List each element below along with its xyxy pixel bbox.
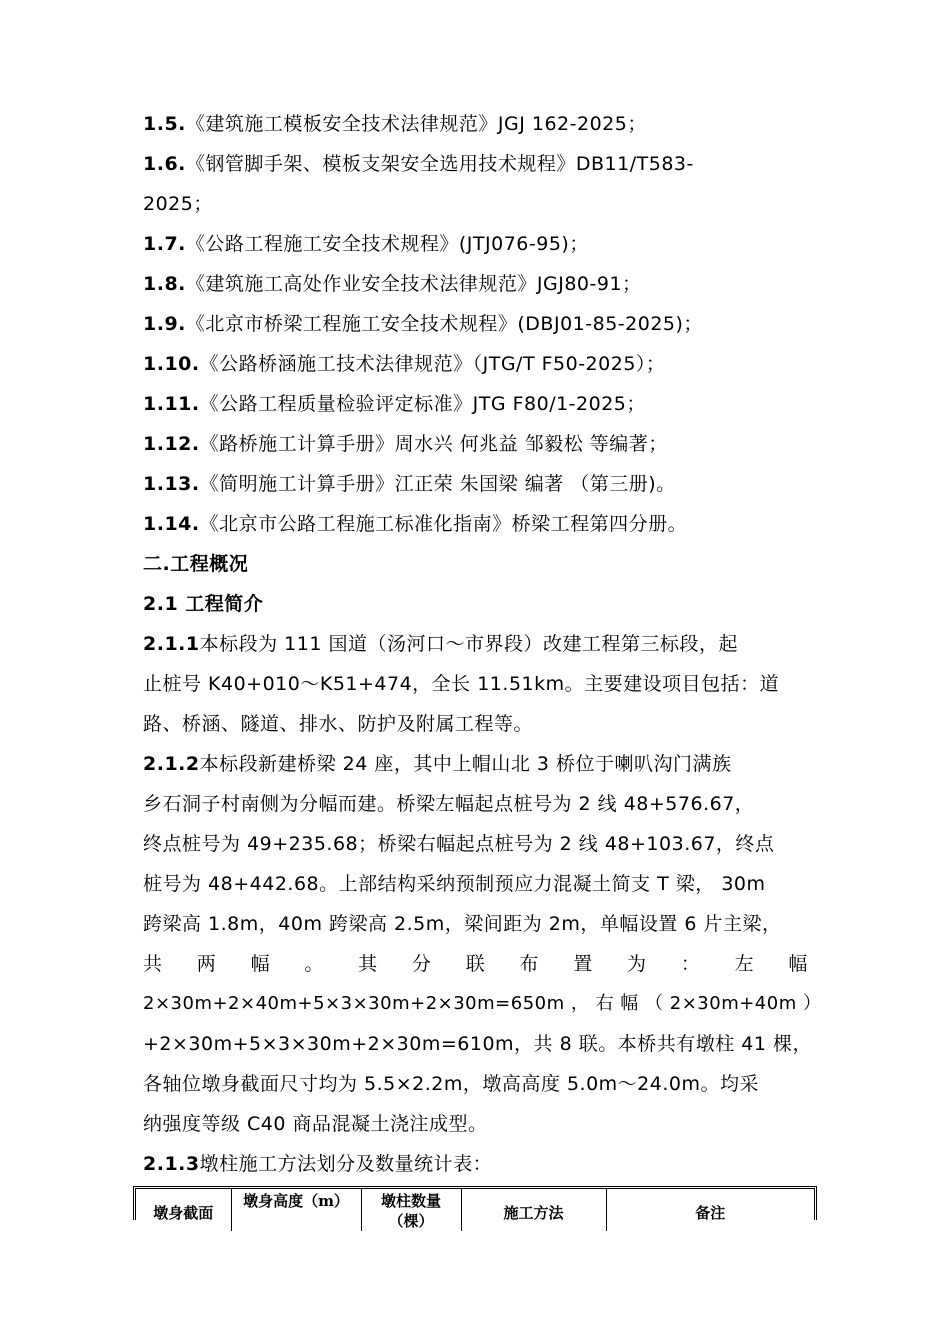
pier-statistics-table	[133, 1186, 817, 1230]
paragraph-line: 纳强度等级 C40 商品混凝土浇注成型。	[143, 1113, 488, 1135]
reference-item: 1.12.《路桥施工计算手册》周水兴 何兆益 邹毅松 等编著；	[143, 433, 668, 455]
table-header-row	[136, 1189, 814, 1231]
document-body	[143, 104, 822, 1184]
table-header-cell: 墩柱数量（棵）	[361, 1189, 461, 1231]
paragraph-line: 桩号为 48+442.68。上部结构采纳预制预应力混凝土简支 T 梁， 30m	[143, 873, 766, 895]
reference-item: 1.8.《建筑施工高处作业安全技术法律规范》JGJ80-91；	[143, 273, 642, 295]
reference-item: 1.13.《简明施工计算手册》江正荣 朱国梁 编著 （第三册)。	[143, 473, 676, 495]
table-header-cell: 施工方法	[461, 1189, 606, 1231]
reference-item: 1.9.《北京市桥梁工程施工安全技术规程》(DBJ01-85-2025)；	[143, 313, 703, 335]
paragraph-line: 跨梁高 1.8m，40m 跨梁高 2.5m，梁间距为 2m，单幅设置 6 片主梁，	[143, 913, 782, 935]
paragraph-line: 路、桥涵、隧道、排水、防护及附属工程等。	[143, 713, 534, 735]
paragraph-line: 2×30m+2×40m+5×3×30m+2×30m=650m ， 右 幅 （ 2×30m+40m ）	[143, 993, 822, 1014]
paragraph-line: 2.1.3墩柱施工方法划分及数量统计表：	[143, 1153, 493, 1175]
reference-item: 1.7.《公路工程施工安全技术规程》(JTJ076-95)；	[143, 233, 589, 255]
table-header-cell: 墩身截面	[136, 1189, 231, 1231]
paragraph-line: 乡石洞子村南侧为分幅而建。桥梁左幅起点桩号为 2 线 48+576.67，	[143, 793, 755, 815]
reference-item: 1.14.《北京市公路工程施工标准化指南》桥梁工程第四分册。	[143, 513, 688, 535]
section-heading: 二.工程概况	[143, 553, 249, 575]
paragraph-line: 终点桩号为 49+235.68；桥梁右幅起点桩号为 2 线 48+103.67，终点	[143, 833, 775, 855]
subsection-heading: 2.1 工程简介	[143, 593, 264, 615]
paragraph-line: 各轴位墩身截面尺寸均为 5.5×2.2m，墩高高度 5.0m～24.0m。均采	[143, 1073, 759, 1095]
reference-item-continued: 2025；	[143, 193, 213, 215]
paragraph-line: 止桩号 K40+010～K51+474，全长 11.51km。主要建设项目包括：道	[143, 673, 780, 695]
table-header-cell: 备注	[695, 1204, 726, 1222]
table-header-cell: 墩身高度（m）	[231, 1189, 361, 1231]
reference-item: 1.6.《钢管脚手架、模板支架安全选用技术规程》DB11/T583-	[143, 153, 694, 175]
paragraph-line-justified: 共 两 幅 。 其 分 联 布 置 为 ： 左 幅	[143, 953, 808, 975]
paragraph-line: 2.1.1本标段为 111 国道（汤河口～市界段）改建工程第三标段，起	[143, 633, 738, 655]
paragraph-line: 2.1.2本标段新建桥梁 24 座，其中上帽山北 3 桥位于喇叭沟门满族	[143, 753, 732, 775]
paragraph-line: +2×30m+5×3×30m+2×30m=610m，共 8 联。本桥共有墩柱 41 棵，	[143, 1033, 812, 1055]
reference-item: 1.10.《公路桥涵施工技术法律规范》（JTG/T F50-2025）；	[143, 353, 666, 375]
reference-item: 1.11.《公路工程质量检验评定标准》JTG F80/1-2025；	[143, 393, 646, 415]
reference-item: 1.5.《建筑施工模板安全技术法律规范》JGJ 162-2025；	[143, 113, 647, 135]
